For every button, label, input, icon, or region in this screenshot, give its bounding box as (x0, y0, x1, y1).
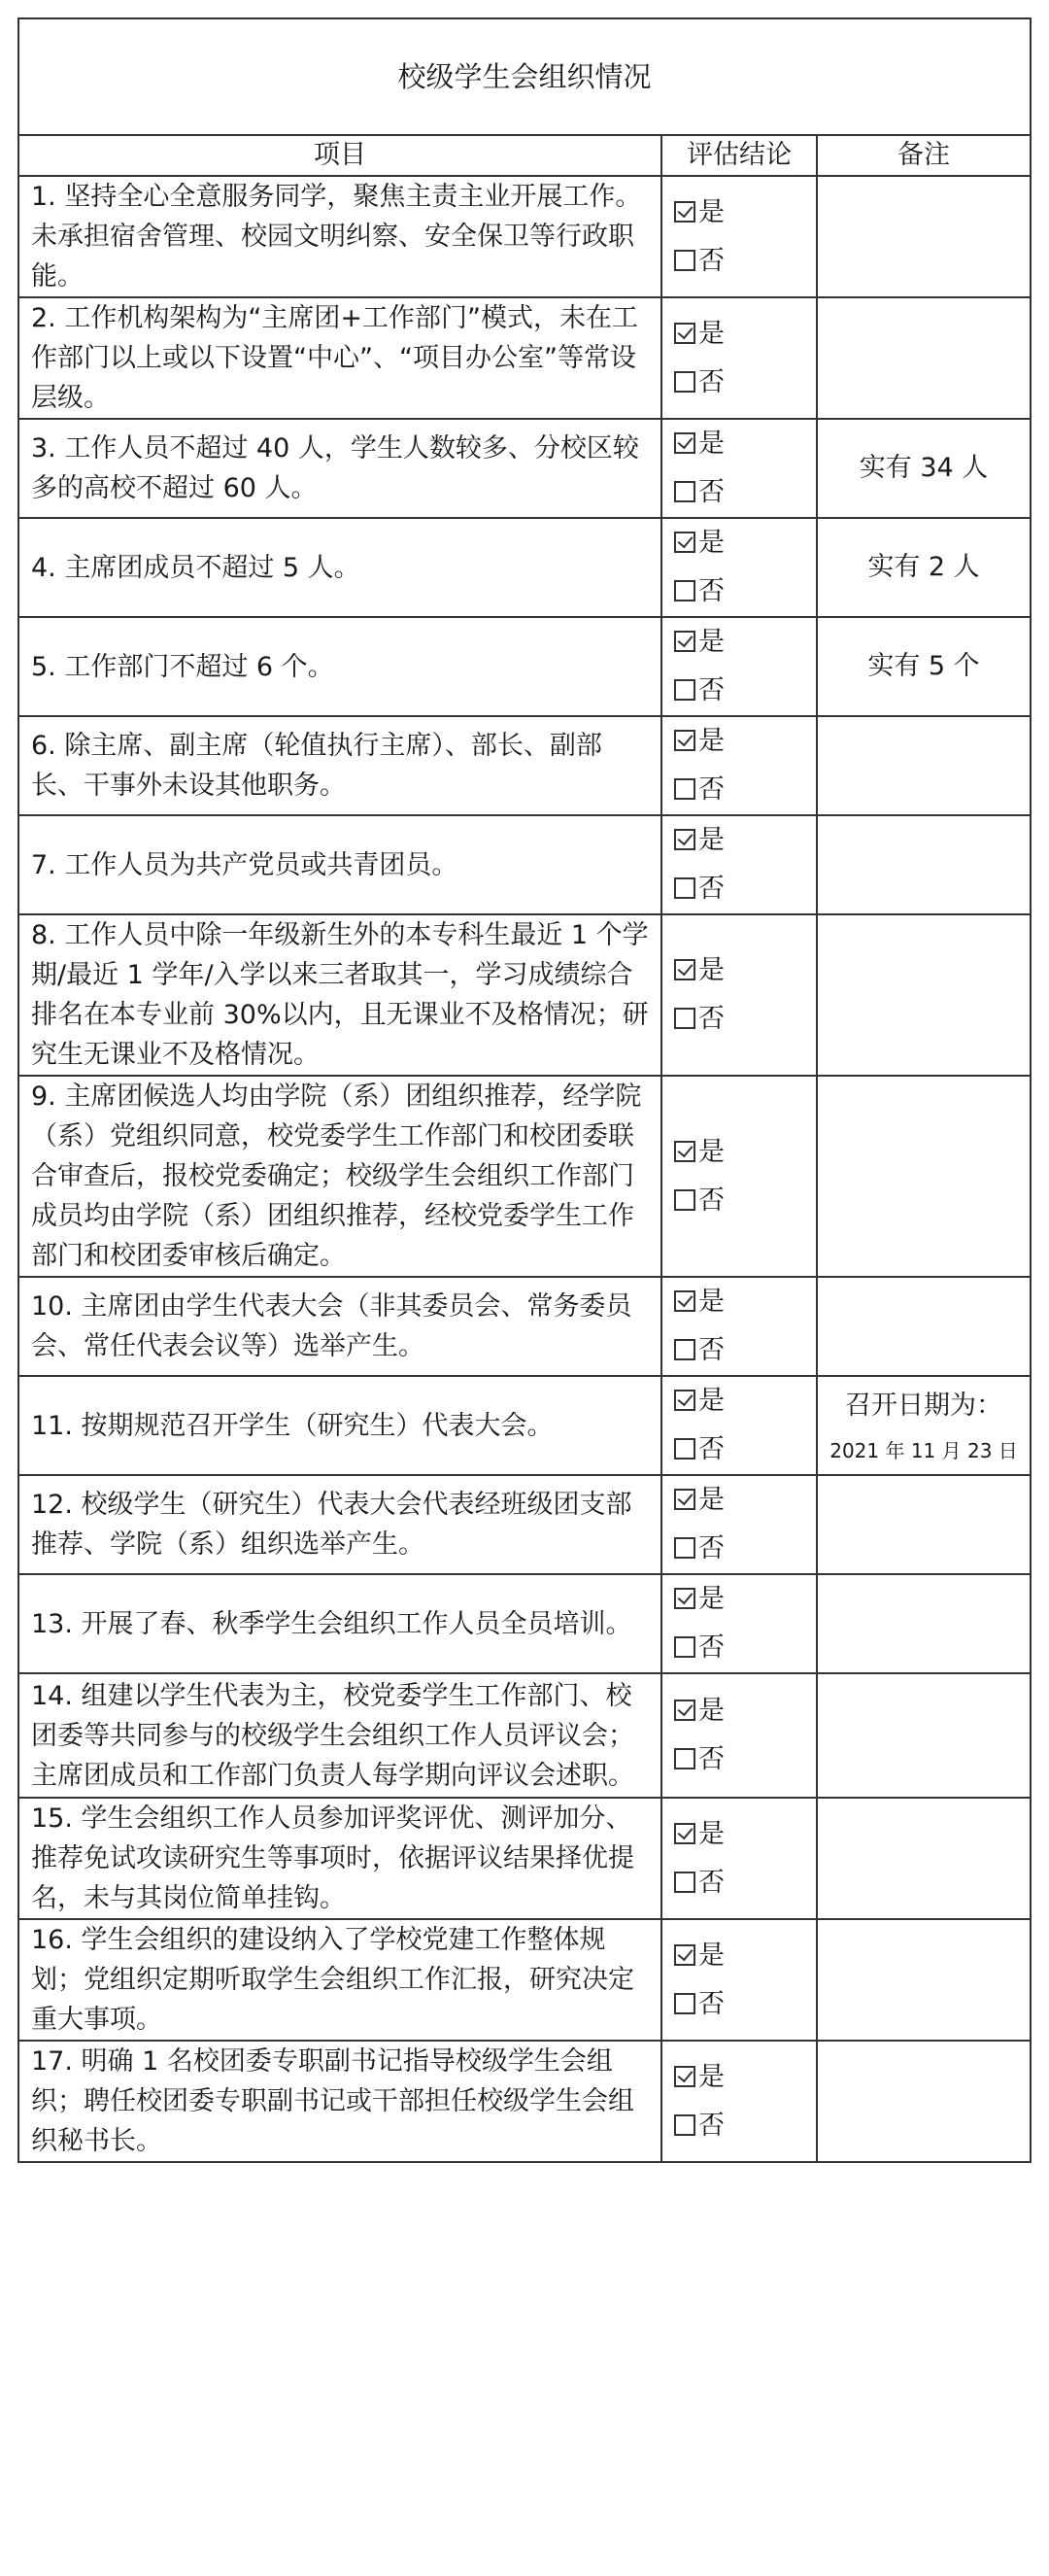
remark-cell (817, 617, 1031, 716)
option-yes[interactable] (674, 2053, 806, 2102)
checked-box-icon[interactable] (674, 829, 695, 850)
option-yes[interactable] (674, 1687, 806, 1735)
option-no[interactable] (674, 995, 806, 1044)
option-label: 是 (698, 318, 725, 349)
remark-cell (817, 176, 1031, 297)
option-no[interactable] (674, 1425, 806, 1474)
remark-text: 实有 2 人 (867, 552, 980, 582)
option-label: 否 (698, 2110, 725, 2141)
verdict-cell (661, 1673, 817, 1798)
empty-box-icon[interactable] (674, 481, 695, 502)
item-text: 10. 主席团由学生代表大会（非其委员会、常务委员会、常任代表会议等）选举产生。 (18, 1277, 661, 1376)
item-text: 2. 工作机构架构为“主席团+工作部门”模式，未在工作部门以上或以下设置“中心”、“项目办公室”等常设层级。 (18, 297, 661, 419)
option-no[interactable] (674, 359, 806, 407)
verdict-cell (661, 815, 817, 914)
verdict-cell (661, 1277, 817, 1376)
empty-box-icon[interactable] (674, 1537, 695, 1559)
checked-box-icon[interactable] (674, 1390, 695, 1411)
table-row (18, 1574, 1031, 1673)
option-no[interactable] (674, 2102, 806, 2150)
remark-cell (817, 1673, 1031, 1798)
option-label: 否 (698, 675, 725, 705)
remark-text: 召开日期为： (845, 1391, 1003, 1421)
option-yes[interactable] (674, 1476, 806, 1525)
option-label: 是 (698, 1386, 725, 1416)
option-label: 否 (698, 1335, 725, 1365)
table-row (18, 617, 1031, 716)
remark-cell (817, 716, 1031, 815)
table-row (18, 1475, 1031, 1574)
option-label: 否 (698, 366, 725, 397)
remark-cell (817, 1919, 1031, 2041)
item-text: 16. 学生会组织的建设纳入了学校党建工作整体规划；党组织定期听取学生会组织工作汇报，研究决定重大事项。 (18, 1919, 661, 2041)
empty-box-icon[interactable] (674, 1636, 695, 1658)
verdict-cell (661, 716, 817, 815)
verdict-cell (661, 1574, 817, 1673)
item-text: 13. 开展了春、秋季学生会组织工作人员全员培训。 (18, 1574, 661, 1673)
option-yes[interactable] (674, 1932, 806, 1980)
verdict-cell (661, 297, 817, 419)
checked-box-icon[interactable] (674, 730, 695, 751)
verdict-cell (661, 419, 817, 518)
option-no[interactable] (674, 237, 806, 286)
item-text: 3. 工作人员不超过 40 人，学生人数较多、分校区较多的高校不超过 60 人。 (18, 419, 661, 518)
checked-box-icon[interactable] (674, 1489, 695, 1510)
verdict-cell (661, 617, 817, 716)
empty-box-icon[interactable] (674, 1872, 695, 1893)
verdict-cell (661, 914, 817, 1076)
checked-box-icon[interactable] (674, 1588, 695, 1609)
option-label: 是 (698, 1287, 725, 1317)
header-row (18, 135, 1031, 176)
checked-box-icon[interactable] (674, 1700, 695, 1721)
item-text: 8. 工作人员中除一年级新生外的本专科生最近 1 个学期/最近 1 学年/入学以来三者取其一，学习成绩综合排名在本专业前 30%以内，且无课业不及格情况；研究生无课业不及格情况。 (18, 914, 661, 1076)
option-yes[interactable] (674, 717, 806, 766)
item-text: 7. 工作人员为共产党员或共青团员。 (18, 815, 661, 914)
table-row (18, 419, 1031, 518)
option-no[interactable] (674, 1525, 806, 1573)
remark-cell (817, 1574, 1031, 1673)
option-label: 是 (698, 528, 725, 558)
empty-box-icon[interactable] (674, 580, 695, 601)
verdict-cell (661, 176, 817, 297)
option-label: 是 (698, 825, 725, 855)
verdict-cell (661, 2041, 817, 2162)
option-no[interactable] (674, 567, 806, 616)
empty-box-icon[interactable] (674, 250, 695, 271)
item-text: 4. 主席团成员不超过 5 人。 (18, 518, 661, 617)
empty-box-icon[interactable] (674, 2114, 695, 2136)
table-row (18, 518, 1031, 617)
remark-date: 2021 年 11 月 23 日 (829, 1439, 1018, 1462)
evaluation-table (17, 17, 1032, 2163)
option-label: 是 (698, 627, 725, 657)
remark-cell (817, 1475, 1031, 1574)
option-label: 否 (698, 774, 725, 805)
option-label: 否 (698, 874, 725, 904)
option-yes[interactable] (674, 618, 806, 667)
header-verdict: 评估结论 (661, 135, 817, 176)
title-row (18, 18, 1031, 135)
option-yes[interactable] (674, 1810, 806, 1859)
option-yes[interactable] (674, 310, 806, 359)
option-label: 否 (698, 1632, 725, 1663)
remark-cell (817, 297, 1031, 419)
table-row (18, 176, 1031, 297)
checked-box-icon[interactable] (674, 631, 695, 652)
option-label: 是 (698, 2061, 725, 2092)
empty-box-icon[interactable] (674, 1189, 695, 1211)
table-row (18, 914, 1031, 1076)
empty-box-icon[interactable] (674, 1438, 695, 1460)
table-row (18, 297, 1031, 419)
checked-box-icon[interactable] (674, 532, 695, 553)
checked-box-icon[interactable] (674, 201, 695, 223)
option-no[interactable] (674, 1859, 806, 1907)
option-label: 是 (698, 1818, 725, 1849)
checked-box-icon[interactable] (674, 959, 695, 980)
table-title: 校级学生会组织情况 (18, 18, 1031, 135)
option-label: 是 (698, 726, 725, 756)
option-label: 否 (698, 477, 725, 507)
remark-text: 实有 34 人 (859, 453, 989, 483)
option-yes[interactable] (674, 1128, 806, 1177)
option-no[interactable] (674, 1980, 806, 2029)
option-yes[interactable] (674, 1377, 806, 1425)
remark-cell (817, 518, 1031, 617)
option-yes[interactable] (674, 519, 806, 567)
option-label: 否 (698, 1867, 725, 1898)
verdict-cell (661, 1798, 817, 1919)
empty-box-icon[interactable] (674, 371, 695, 393)
option-yes[interactable] (674, 189, 806, 237)
table-row (18, 1277, 1031, 1376)
empty-box-icon[interactable] (674, 1008, 695, 1029)
option-label: 否 (698, 1744, 725, 1774)
checked-box-icon[interactable] (674, 1823, 695, 1844)
option-yes[interactable] (674, 420, 806, 468)
header-remark: 备注 (817, 135, 1031, 176)
empty-box-icon[interactable] (674, 778, 695, 800)
item-text: 1. 坚持全心全意服务同学，聚焦主责主业开展工作。未承担宿舍管理、校园文明纠察、安全保卫等行政职能。 (18, 176, 661, 297)
option-label: 否 (698, 576, 725, 606)
item-text: 9. 主席团候选人均由学院（系）团组织推荐，经学院（系）党组织同意，校党委学生工作部门和校团委联合审查后，报校党委确定；校级学生会组织工作部门成员均由学院（系）团组织推荐，经校党委学生工作部门和校团委审核后确定。 (18, 1076, 661, 1277)
verdict-cell (661, 1475, 817, 1574)
option-label: 否 (698, 1004, 725, 1034)
item-text: 17. 明确 1 名校团委专职副书记指导校级学生会组织；聘任校团委专职副书记或干部担任校级学生会组织秘书长。 (18, 2041, 661, 2162)
option-label: 是 (698, 955, 725, 985)
option-no[interactable] (674, 766, 806, 814)
verdict-cell (661, 1919, 817, 2041)
empty-box-icon[interactable] (674, 679, 695, 701)
remark-cell (817, 1076, 1031, 1277)
option-label: 是 (698, 1136, 725, 1167)
remark-cell (817, 2041, 1031, 2162)
verdict-cell (661, 518, 817, 617)
empty-box-icon[interactable] (674, 1339, 695, 1360)
item-text: 12. 校级学生（研究生）代表大会代表经班级团支部推荐、学院（系）组织选举产生。 (18, 1475, 661, 1574)
checked-box-icon[interactable] (674, 1944, 695, 1966)
empty-box-icon[interactable] (674, 1993, 695, 2014)
option-no[interactable] (674, 1177, 806, 1225)
table-row (18, 1376, 1031, 1475)
option-no[interactable] (674, 1624, 806, 1672)
table-row (18, 1919, 1031, 2041)
checked-box-icon[interactable] (674, 1141, 695, 1162)
option-yes[interactable] (674, 1278, 806, 1326)
header-item: 项目 (18, 135, 661, 176)
item-text: 15. 学生会组织工作人员参加评奖评优、测评加分、推荐免试攻读研究生等事项时，依据评议结果择优提名，未与其岗位简单挂钩。 (18, 1798, 661, 1919)
remark-cell (817, 1277, 1031, 1376)
table-row (18, 815, 1031, 914)
option-label: 否 (698, 1533, 725, 1563)
remark-cell (817, 914, 1031, 1076)
item-text: 11. 按期规范召开学生（研究生）代表大会。 (18, 1376, 661, 1475)
remark-cell (817, 1798, 1031, 1919)
option-label: 否 (698, 1434, 725, 1464)
option-no[interactable] (674, 1735, 806, 1784)
verdict-cell (661, 1076, 817, 1277)
remark-cell (817, 419, 1031, 518)
checked-box-icon[interactable] (674, 1290, 695, 1312)
checked-box-icon[interactable] (674, 2066, 695, 2087)
option-label: 否 (698, 245, 725, 276)
option-no[interactable] (674, 667, 806, 715)
remark-cell (817, 815, 1031, 914)
option-label: 是 (698, 1485, 725, 1515)
option-label: 否 (698, 1988, 725, 2019)
table-row (18, 1673, 1031, 1798)
table-row (18, 716, 1031, 815)
option-label: 是 (698, 196, 725, 227)
option-label: 是 (698, 429, 725, 459)
option-label: 是 (698, 1584, 725, 1614)
empty-box-icon[interactable] (674, 1748, 695, 1769)
item-text: 5. 工作部门不超过 6 个。 (18, 617, 661, 716)
option-yes[interactable] (674, 816, 806, 865)
empty-box-icon[interactable] (674, 877, 695, 899)
option-yes[interactable] (674, 1575, 806, 1624)
option-label: 是 (698, 1696, 725, 1726)
option-label: 是 (698, 1940, 725, 1971)
table-row (18, 2041, 1031, 2162)
verdict-cell (661, 1376, 817, 1475)
option-no[interactable] (674, 865, 806, 913)
remark-cell (817, 1376, 1031, 1475)
item-text: 14. 组建以学生代表为主，校党委学生工作部门、校团委等共同参与的校级学生会组织工作人员评议会；主席团成员和工作部门负责人每学期向评议会述职。 (18, 1673, 661, 1798)
option-no[interactable] (674, 1326, 806, 1375)
item-text: 6. 除主席、副主席（轮值执行主席）、部长、副部长、干事外未设其他职务。 (18, 716, 661, 815)
option-label: 否 (698, 1185, 725, 1216)
checked-box-icon[interactable] (674, 432, 695, 454)
checked-box-icon[interactable] (674, 323, 695, 344)
table-row (18, 1798, 1031, 1919)
option-yes[interactable] (674, 946, 806, 995)
table-row (18, 1076, 1031, 1277)
option-no[interactable] (674, 468, 806, 517)
remark-text: 实有 5 个 (867, 651, 980, 681)
